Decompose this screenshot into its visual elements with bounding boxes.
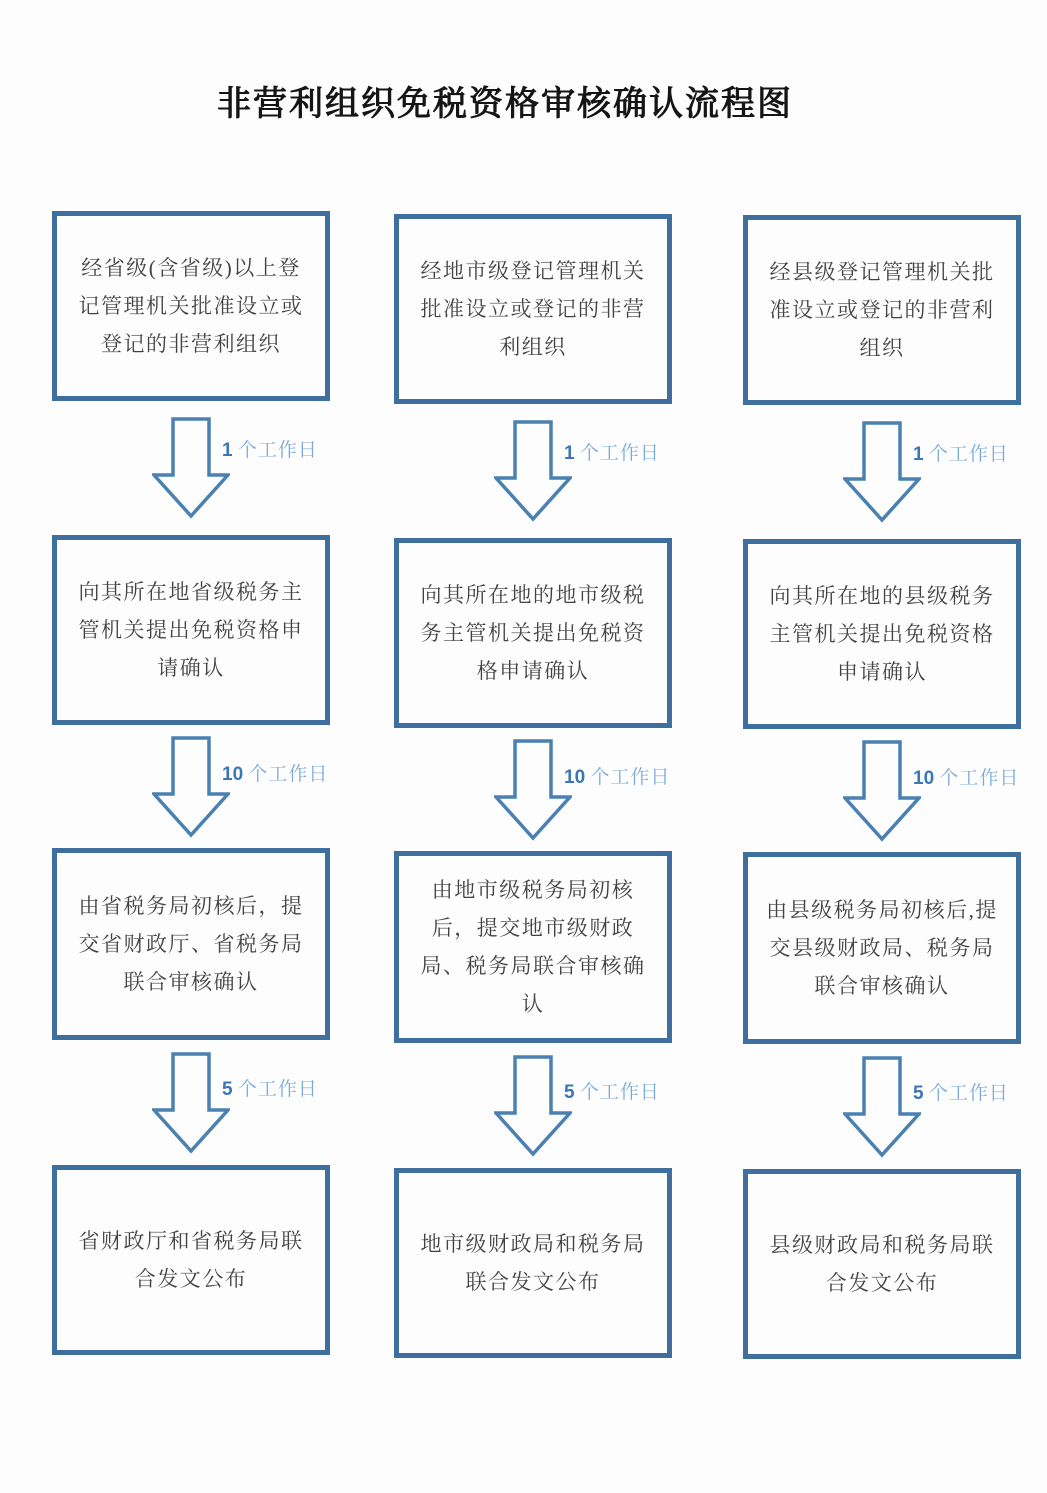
duration-number: 10	[913, 768, 935, 789]
duration-number: 1	[564, 443, 575, 464]
flow-box: 由地市级税务局初核后，提交地市级财政局、税务局联合审核确认	[394, 851, 672, 1043]
duration-number: 1	[222, 440, 233, 461]
down-arrow-icon	[843, 421, 921, 523]
duration-label	[564, 762, 670, 789]
page-title: 非营利组织免税资格审核确认流程图	[217, 85, 793, 123]
flow-column-city	[394, 214, 672, 1358]
flow-connector	[52, 401, 330, 535]
duration-number: 5	[222, 1079, 233, 1100]
duration-label	[913, 1078, 1009, 1105]
duration-label	[222, 435, 318, 462]
duration-unit: 个工作日	[579, 443, 660, 464]
flow-connector	[743, 1044, 1021, 1169]
down-arrow-icon	[494, 739, 572, 841]
duration-unit: 个工作日	[237, 440, 318, 461]
flow-connector	[394, 404, 672, 538]
flow-connector	[743, 729, 1021, 852]
duration-label	[913, 763, 1019, 790]
duration-unit: 个工作日	[590, 767, 671, 788]
duration-unit: 个工作日	[248, 764, 329, 785]
duration-number: 5	[564, 1082, 575, 1103]
down-arrow-icon	[494, 420, 572, 522]
flow-connector	[394, 1043, 672, 1168]
down-arrow-icon	[152, 736, 230, 838]
down-arrow-icon	[152, 417, 230, 519]
flow-box: 向其所在地省级税务主管机关提出免税资格申请确认	[52, 535, 330, 725]
flow-box: 经县级登记管理机关批准设立或登记的非营利组织	[743, 215, 1021, 405]
duration-label	[222, 759, 328, 786]
flow-connector	[743, 405, 1021, 539]
flow-connector	[52, 725, 330, 848]
flow-box: 向其所在地的县级税务主管机关提出免税资格申请确认	[743, 539, 1021, 729]
flow-box: 由省税务局初核后，提交省财政厅、省税务局联合审核确认	[52, 848, 330, 1040]
duration-unit: 个工作日	[928, 444, 1009, 465]
flow-box: 经省级(含省级)以上登记管理机关批准设立或登记的非营利组织	[52, 211, 330, 401]
duration-number: 10	[222, 764, 244, 785]
duration-unit: 个工作日	[939, 768, 1020, 789]
flow-connector	[52, 1040, 330, 1165]
flow-box: 向其所在地的地市级税务主管机关提出免税资格申请确认	[394, 538, 672, 728]
down-arrow-icon	[494, 1055, 572, 1157]
duration-number: 1	[913, 444, 924, 465]
duration-label	[913, 439, 1009, 466]
flow-box: 经地市级登记管理机关批准设立或登记的非营利组织	[394, 214, 672, 404]
duration-label	[222, 1074, 318, 1101]
duration-number: 10	[564, 767, 586, 788]
duration-unit: 个工作日	[928, 1083, 1009, 1104]
duration-unit: 个工作日	[237, 1079, 318, 1100]
duration-label	[564, 438, 660, 465]
flow-column-county	[743, 215, 1021, 1359]
flow-box: 省财政厅和省税务局联合发文公布	[52, 1165, 330, 1355]
down-arrow-icon	[152, 1052, 230, 1154]
duration-label	[564, 1077, 660, 1104]
duration-number: 5	[913, 1083, 924, 1104]
flow-column-province	[52, 211, 330, 1355]
down-arrow-icon	[843, 1056, 921, 1158]
down-arrow-icon	[843, 740, 921, 842]
flow-connector	[394, 728, 672, 851]
flow-box: 由县级税务局初核后,提交县级财政局、税务局联合审核确认	[743, 852, 1021, 1044]
flow-box: 地市级财政局和税务局联合发文公布	[394, 1168, 672, 1358]
flow-box: 县级财政局和税务局联合发文公布	[743, 1169, 1021, 1359]
duration-unit: 个工作日	[579, 1082, 660, 1103]
